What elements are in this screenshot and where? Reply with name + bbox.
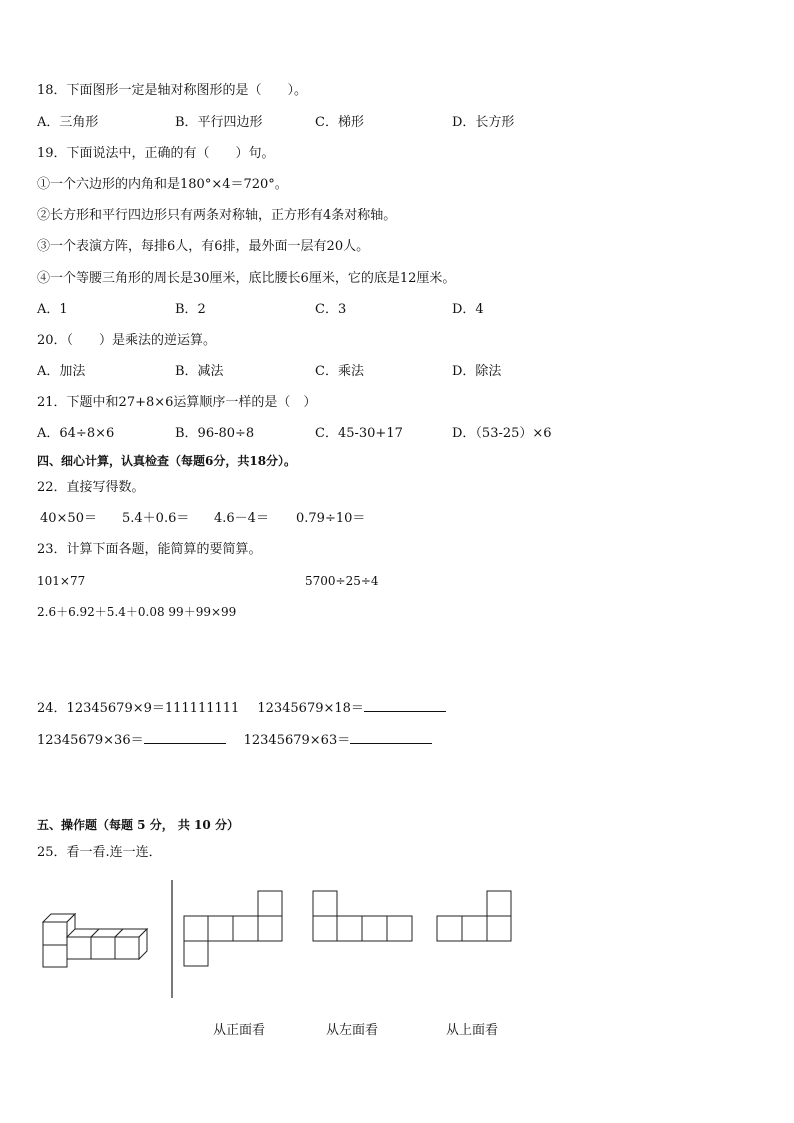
- q18-option-a[interactable]: A．三角形: [37, 115, 99, 130]
- q22-item-4: 0.79÷10＝: [296, 511, 366, 526]
- q23-item-1: 101×77: [37, 574, 86, 588]
- q23-stem: 23．计算下面各题，能简算的要简算。: [37, 542, 262, 557]
- q19-statement-4: ④一个等腰三角形的周长是30厘米，底比腰长6厘米，它的底是12厘米。: [37, 271, 456, 286]
- q22-item-2: 5.4＋0.6＝: [122, 511, 190, 526]
- q18-option-b[interactable]: B．平行四边形: [175, 115, 263, 130]
- q18-stem: 18．下面图形一定是轴对称图形的是（ ）。: [37, 83, 308, 98]
- q22-item-3: 4.6－4＝: [214, 511, 269, 526]
- q19-statement-2: ②长方形和平行四边形只有两条对称轴，正方形有4条对称轴。: [37, 208, 397, 223]
- q20-option-a[interactable]: A．加法: [37, 364, 86, 379]
- q21-option-c[interactable]: C．45-30+17: [315, 426, 403, 441]
- q19-option-a[interactable]: A．1: [37, 302, 68, 317]
- q20-option-d[interactable]: D．除法: [452, 364, 502, 379]
- q21-option-a[interactable]: A．64÷8×6: [37, 426, 115, 441]
- q23-item-3: 2.6＋6.92＋5.4＋0.08 99＋99×99: [37, 605, 237, 619]
- q19-option-b[interactable]: B．2: [175, 302, 206, 317]
- q24-ask-63: 12345679×63＝: [243, 733, 351, 748]
- q20-stem: 20．（ ）是乘法的逆运算。: [37, 333, 217, 348]
- q22-stem: 22．直接写得数。: [37, 480, 145, 495]
- q24-ask-18: 12345679×18＝: [257, 701, 364, 716]
- view-label-front[interactable]: 从正面看: [213, 1023, 266, 1038]
- q20-option-c[interactable]: C．乘法: [315, 364, 364, 379]
- q19-option-d[interactable]: D．4: [452, 302, 484, 317]
- q22-item-1: 40×50＝: [40, 511, 97, 526]
- q23-item-2: 5700÷25÷4: [305, 574, 379, 588]
- view-label-top[interactable]: 从上面看: [446, 1023, 499, 1038]
- q19-stem: 19．下面说法中，正确的有（ ）句。: [37, 146, 275, 161]
- q18-option-d[interactable]: D．长方形: [452, 115, 515, 130]
- q25-stem: 25．看一看.连一连．: [37, 845, 162, 860]
- q19-statement-1: ①一个六边形的内角和是180°×4＝720°。: [37, 177, 288, 192]
- q19-option-c[interactable]: C．3: [315, 302, 347, 317]
- section-5-title: 五、操作题（每题 5 分， 共 10 分）: [37, 818, 239, 832]
- q21-option-b[interactable]: B．96-80÷8: [175, 426, 255, 441]
- q21-option-d[interactable]: D．（53-25）×6: [452, 426, 552, 441]
- view-label-left[interactable]: 从左面看: [326, 1023, 379, 1038]
- q24-ask-36: 12345679×36＝: [37, 733, 144, 748]
- q18-option-c[interactable]: C．梯形: [315, 115, 364, 130]
- q20-option-b[interactable]: B．减法: [175, 364, 224, 379]
- q21-stem: 21．下题中和27+8×6运算顺序一样的是（ ）: [37, 395, 317, 410]
- q24-given: 24．12345679×9＝111111111: [37, 701, 240, 716]
- section-4-title: 四、细心计算，认真检查（每题6分，共18分）。: [37, 454, 297, 468]
- q19-statement-3: ③一个表演方阵，每排6人，有6排，最外面一层有20人。: [37, 239, 370, 254]
